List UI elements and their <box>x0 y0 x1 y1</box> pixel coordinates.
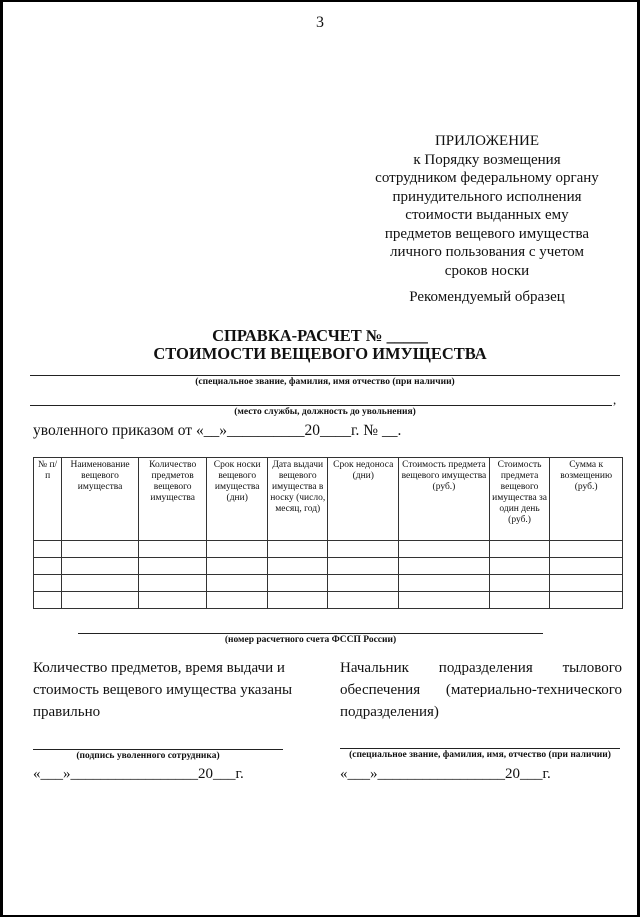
employee-confirmation-text: Количество предметов, время выдачи и стоимость вещевого имущества указаны правильно <box>33 660 293 720</box>
table-cell[interactable] <box>62 592 139 609</box>
table-cell[interactable] <box>62 558 139 575</box>
table-cell[interactable] <box>399 541 490 558</box>
header-issue-date: Дата выдачи вещевого имущества в носку (число, месяц, год) <box>267 458 328 541</box>
appendix-line: принудительного исполнения <box>392 188 582 205</box>
table-cell[interactable] <box>138 541 207 558</box>
table-cell[interactable] <box>138 592 207 609</box>
table-cell[interactable] <box>207 592 268 609</box>
employee-signature-date[interactable]: «___»_________________20___г. <box>33 766 244 782</box>
service-comma: , <box>613 392 617 407</box>
table-cell[interactable] <box>267 541 328 558</box>
header-daily-cost: Стоимость предмета вещевого имущества за один день (руб.) <box>489 458 550 541</box>
table-cell[interactable] <box>328 541 399 558</box>
table-row <box>34 575 623 592</box>
table-row <box>34 541 623 558</box>
head-signature-caption: (специальное звание, фамилия, имя, отчество (при наличии) <box>349 750 611 760</box>
table-cell[interactable] <box>399 592 490 609</box>
service-field-line[interactable] <box>30 405 612 406</box>
table-cell[interactable] <box>138 575 207 592</box>
account-number-caption: (номер расчетного счета ФССП России) <box>224 635 397 645</box>
appendix-line: предметов вещевого имущества <box>384 225 590 242</box>
title-line-2: СТОИМОСТИ ВЕЩЕВОГО ИМУЩЕСТВА <box>153 344 487 363</box>
header-wear-period: Срок носки вещевого имущества (дни) <box>207 458 268 541</box>
table-cell[interactable] <box>138 558 207 575</box>
table-cell[interactable] <box>328 575 399 592</box>
name-field-line[interactable] <box>30 375 620 376</box>
table-cell[interactable] <box>328 592 399 609</box>
header-item-name: Наименование вещевого имущества <box>62 458 139 541</box>
table-row <box>34 558 623 575</box>
table-cell[interactable] <box>399 558 490 575</box>
appendix-block <box>353 132 621 280</box>
calculation-table <box>33 457 623 609</box>
appendix-heading: ПРИЛОЖЕНИЕ <box>434 133 540 149</box>
appendix-line: сроков носки <box>444 262 530 279</box>
appendix-line: сотрудником федеральному органу <box>375 170 599 186</box>
table-cell[interactable] <box>267 575 328 592</box>
header-shortfall-period: Срок недоноса (дни) <box>328 458 399 541</box>
head-signature-date[interactable]: «___»_________________20___г. <box>340 766 551 782</box>
table-cell[interactable] <box>550 541 623 558</box>
table-cell[interactable] <box>328 558 399 575</box>
header-number: № п/п <box>34 458 62 541</box>
table-cell[interactable] <box>267 592 328 609</box>
table-cell[interactable] <box>207 558 268 575</box>
table-cell[interactable] <box>267 558 328 575</box>
table-cell[interactable] <box>34 541 62 558</box>
head-signature-line[interactable] <box>340 748 620 749</box>
appendix-line: личного пользования с учетом <box>389 244 585 260</box>
dismissal-order-line[interactable]: уволенного приказом от «__»__________20____г. № __. <box>33 422 402 439</box>
page-number: 3 <box>316 14 324 31</box>
sample-label: Рекомендуемый образец <box>409 289 565 305</box>
table-cell[interactable] <box>550 558 623 575</box>
header-item-cost: Стоимость предмета вещевого имущества (руб.) <box>399 458 490 541</box>
table-cell[interactable] <box>489 575 550 592</box>
table-cell[interactable] <box>399 575 490 592</box>
appendix-line: к Порядку возмещения <box>413 151 561 168</box>
table-cell[interactable] <box>62 541 139 558</box>
title-line-1: СПРАВКА-РАСЧЕТ № _____ <box>212 326 428 345</box>
employee-signature-line[interactable] <box>33 749 283 750</box>
table-cell[interactable] <box>489 541 550 558</box>
table-cell[interactable] <box>489 558 550 575</box>
table-row <box>34 592 623 609</box>
service-field-caption: (место службы, должность до увольнения) <box>234 407 416 417</box>
account-number-line[interactable] <box>78 633 543 634</box>
name-field-caption: (специальное звание, фамилия, имя отчество (при наличии) <box>195 377 455 387</box>
table-cell[interactable] <box>62 575 139 592</box>
table-cell[interactable] <box>34 592 62 609</box>
table-cell[interactable] <box>550 575 623 592</box>
header-quantity: Количество предметов вещевого имущества <box>138 458 207 541</box>
employee-signature-caption: (подпись уволенного сотрудника) <box>76 751 220 761</box>
table-cell[interactable] <box>207 575 268 592</box>
header-refund-sum: Сумма к возмещению (руб.) <box>550 458 623 541</box>
table-cell[interactable] <box>34 575 62 592</box>
table-header-row <box>34 458 623 541</box>
table-cell[interactable] <box>550 592 623 609</box>
appendix-line: стоимости выданных ему <box>405 207 569 223</box>
table-cell[interactable] <box>489 592 550 609</box>
document-page <box>3 2 637 915</box>
document-title <box>3 327 637 363</box>
table-cell[interactable] <box>34 558 62 575</box>
head-of-logistics-title: Начальник подразделения тылового обеспечения (материально-технического подразделения) <box>340 660 622 720</box>
table-cell[interactable] <box>207 541 268 558</box>
